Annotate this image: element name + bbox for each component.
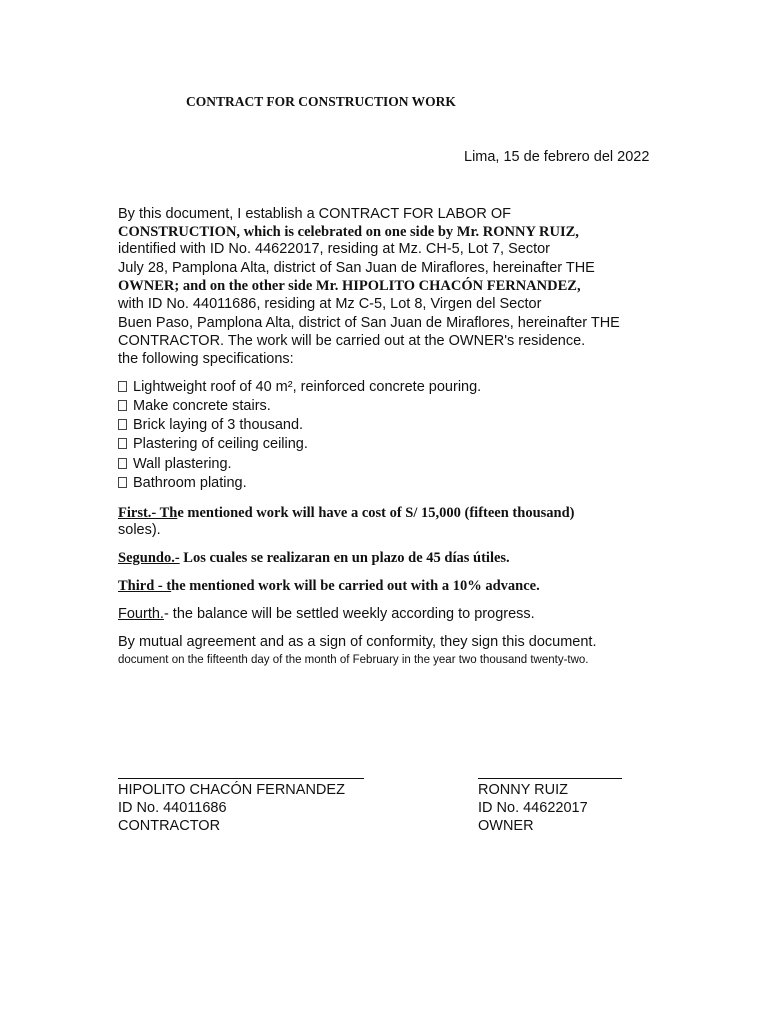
spec-item	[118, 416, 303, 434]
spec-text: Bathroom plating.	[133, 475, 247, 491]
spec-text: Plastering of ceiling ceiling.	[133, 436, 308, 452]
spec-text: Brick laying of 3 thousand.	[133, 417, 304, 433]
date-line: Lima, 15 de febrero del 2022	[464, 149, 650, 165]
intro-line-1: By this document, I establish a CONTRACT FOR LABOR OF	[118, 206, 511, 222]
spec-text: Wall plastering.	[133, 456, 232, 472]
clause-second-label: Segundo.-	[118, 550, 180, 566]
contractor-role: CONTRACTOR	[118, 818, 221, 834]
closing-line-1: By mutual agreement and as a sign of conformity, they sign this document.	[118, 634, 597, 650]
clause-second	[118, 549, 510, 567]
spec-item	[118, 435, 308, 453]
owner-role: OWNER	[478, 818, 534, 834]
intro-line-7: Buen Paso, Pamplona Alta, district of San Juan de Miraflores, hereinafter THE	[118, 315, 620, 331]
checkbox-glyph-icon	[118, 477, 127, 488]
spec-text: Make concrete stairs.	[133, 398, 271, 414]
owner-name: RONNY RUIZ	[478, 782, 568, 798]
clause-third-text: he mentioned work will be carried out with a 10% advance.	[171, 578, 540, 594]
spec-item	[118, 455, 232, 473]
checkbox-glyph-icon	[118, 419, 127, 430]
intro-line-3: identified with ID No. 44622017, residing at Mz. CH-5, Lot 7, Sector	[118, 241, 550, 257]
clause-fourth-text: - the balance will be settled weekly according to progress.	[163, 606, 535, 622]
closing-line-2: document on the fifteenth day of the month of February in the year two thousand twenty-two.	[118, 654, 589, 666]
intro-line-2: CONSTRUCTION, which is celebrated on one side by Mr. RONNY RUIZ,	[118, 224, 579, 240]
spec-item	[118, 397, 271, 415]
clause-first-text: e mentioned work will have a cost of S/ 15,000 (fifteen thousand)	[177, 505, 575, 521]
checkbox-glyph-icon	[118, 458, 127, 469]
document-title: CONTRACT FOR CONSTRUCTION WORK	[186, 94, 456, 109]
spec-item	[118, 378, 481, 396]
spec-text: Lightweight roof of 40 m², reinforced concrete pouring.	[133, 379, 482, 395]
clause-first-continuation: soles).	[118, 522, 161, 538]
owner-signature-line	[478, 778, 622, 779]
clause-second-text: Los cuales se realizaran en un plazo de 45 días útiles.	[179, 550, 510, 566]
checkbox-glyph-icon	[118, 438, 127, 449]
clause-third	[118, 577, 540, 595]
clause-third-label: Third - t	[118, 578, 172, 594]
clause-fourth-label: Fourth.	[118, 606, 164, 622]
intro-line-9: the following specifications:	[118, 351, 294, 367]
contractor-signature-line	[118, 778, 364, 779]
intro-line-5: OWNER; and on the other side Mr. HIPOLITO CHACÓN FERNANDEZ,	[118, 278, 581, 294]
clause-first-label: First.- Th	[118, 505, 178, 521]
spec-item	[118, 474, 247, 492]
owner-id: ID No. 44622017	[478, 800, 588, 816]
checkbox-glyph-icon	[118, 381, 127, 392]
intro-line-8: CONTRACTOR. The work will be carried out at the OWNER's residence.	[118, 333, 586, 349]
clause-fourth	[118, 605, 535, 623]
intro-line-4: July 28, Pamplona Alta, district of San Juan de Miraflores, hereinafter THE	[118, 260, 595, 276]
contractor-name: HIPOLITO CHACÓN FERNANDEZ	[118, 782, 345, 798]
clause-first	[118, 504, 575, 522]
checkbox-glyph-icon	[118, 400, 127, 411]
contractor-id: ID No. 44011686	[118, 800, 227, 816]
intro-line-6: with ID No. 44011686, residing at Mz C-5, Lot 8, Virgen del Sector	[118, 296, 542, 312]
